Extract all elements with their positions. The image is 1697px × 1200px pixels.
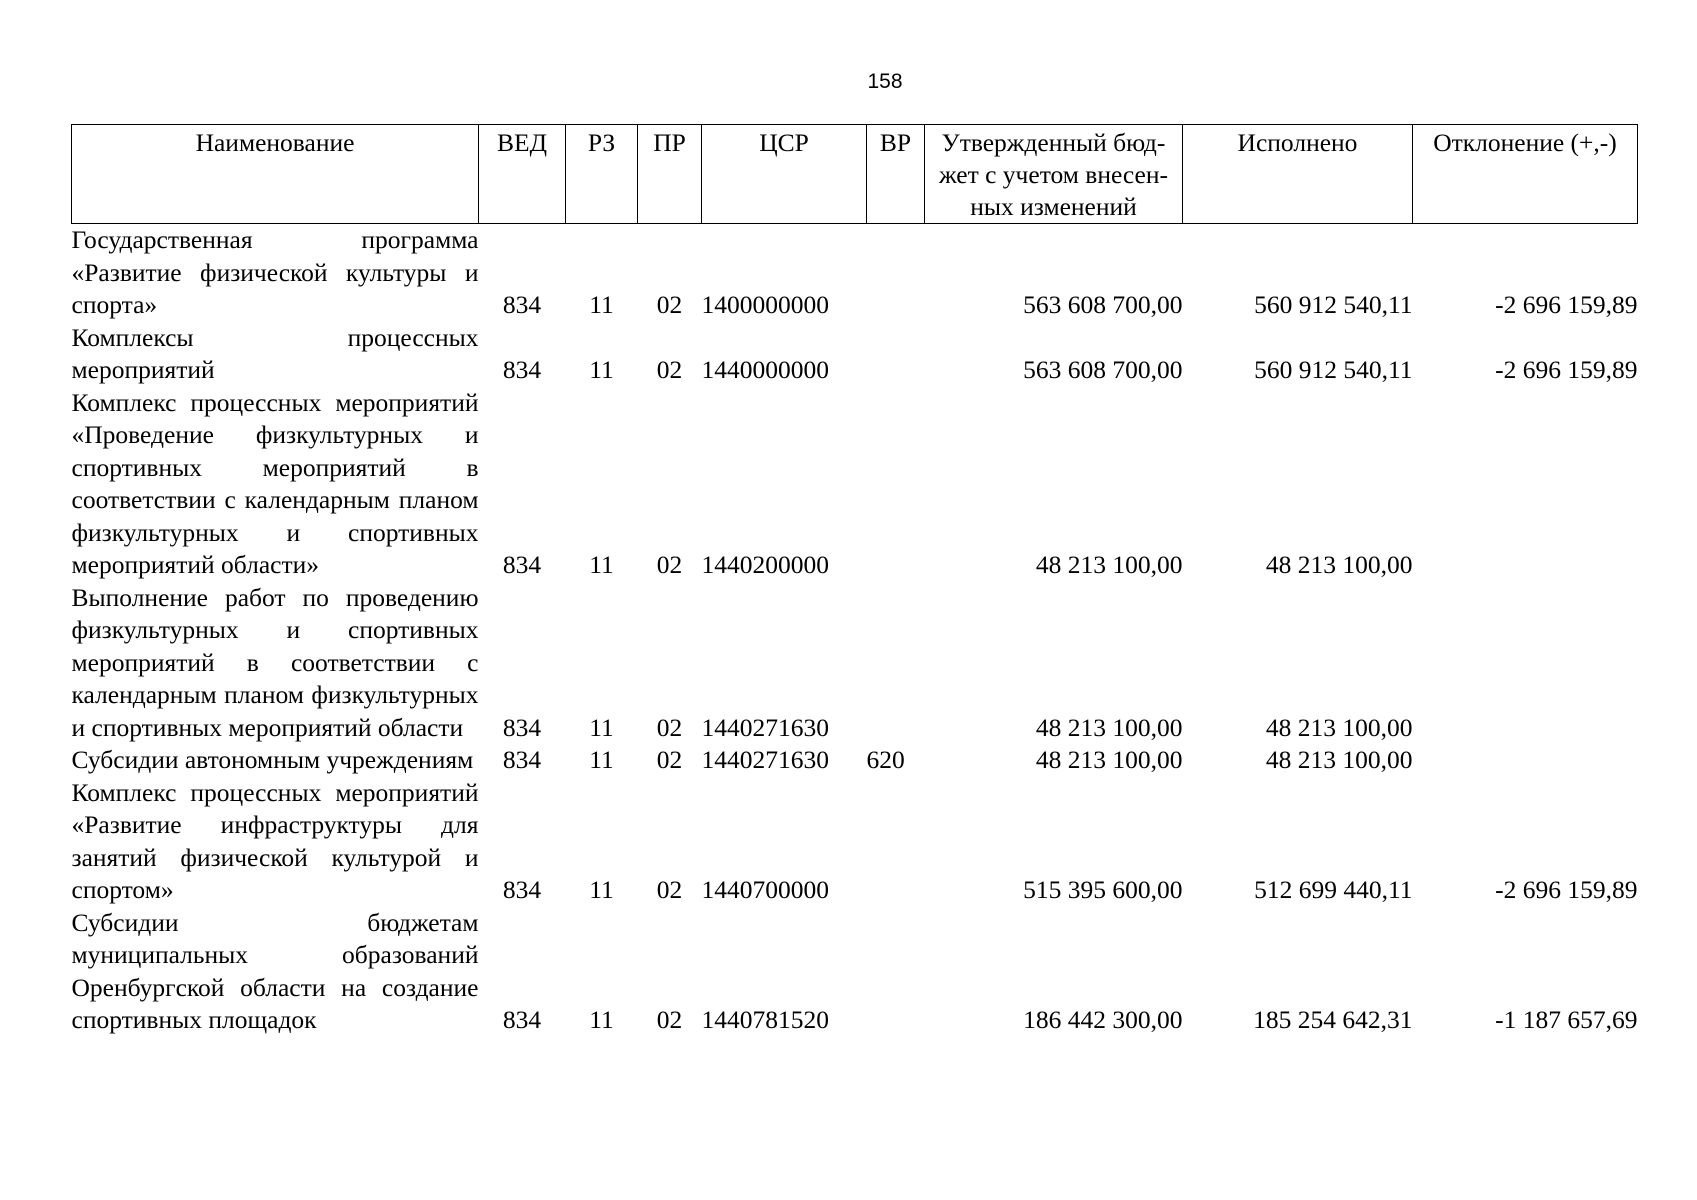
row-ved: 834 [502, 1005, 542, 1034]
row-rz: 11 [589, 290, 614, 319]
row-rz: 11 [589, 745, 614, 774]
row-pr: 02 [656, 745, 683, 774]
header-vr: ВР [867, 125, 925, 224]
row-csr: 1400000000 [701, 290, 829, 319]
row-rz: 11 [589, 875, 614, 904]
row-approved-budget: 563 608 700,00 [1023, 290, 1183, 319]
row-ved: 834 [502, 355, 542, 384]
row-pr: 02 [656, 712, 683, 742]
row-ved: 834 [502, 745, 542, 774]
row-ved: 834 [502, 875, 542, 904]
table-row [72, 582, 1638, 745]
row-rz: 11 [589, 712, 614, 742]
row-vr [867, 777, 925, 907]
row-vr: 620 [866, 745, 905, 774]
row-csr: 1440700000 [701, 875, 829, 904]
header-ved: ВЕД [479, 125, 566, 224]
row-deviation [1413, 582, 1638, 745]
row-executed: 560 912 540,11 [1254, 290, 1413, 319]
row-executed: 48 213 100,00 [1265, 745, 1413, 774]
table-row [72, 744, 1638, 777]
header-name: Наименование [72, 125, 479, 224]
row-name: Выполнение работ по проведению физкультурных и спортивных мероприятий в соответствии с календарным планом физкультурных и спортивных мероприятий области [71, 582, 479, 742]
row-csr: 1440271630 [701, 745, 829, 774]
header-csr: ЦСР [702, 125, 867, 224]
row-executed: 48 213 100,00 [1265, 712, 1413, 742]
header-approved-budget: Утвержденный бюд-жет с учетом внесен-ных изменений [925, 125, 1183, 224]
row-pr: 02 [656, 875, 683, 904]
page-number: 158 [867, 70, 903, 93]
row-approved-budget: 563 608 700,00 [1023, 355, 1183, 384]
row-rz: 11 [589, 355, 614, 384]
row-deviation: -2 696 159,89 [1495, 355, 1638, 384]
row-ved: 834 [502, 290, 542, 319]
row-ved: 834 [502, 712, 542, 742]
row-approved-budget: 186 442 300,00 [1023, 1005, 1183, 1034]
table-row [72, 387, 1638, 582]
row-name: Комплекс процессных мероприятий «Развитие инфраструктуры для занятий физической культурой и спортом» [71, 777, 479, 904]
row-executed: 560 912 540,11 [1254, 355, 1413, 384]
header-deviation: Отклонение (+,-) [1413, 125, 1638, 224]
row-deviation: -2 696 159,89 [1495, 290, 1638, 319]
budget-execution-table [71, 124, 1638, 1037]
row-rz: 11 [589, 1005, 614, 1034]
row-deviation: -1 187 657,69 [1495, 1005, 1638, 1034]
table-row [72, 322, 1638, 387]
row-deviation [1413, 387, 1638, 582]
row-approved-budget: 48 213 100,00 [1035, 712, 1183, 742]
row-vr [867, 387, 925, 582]
row-name: Субсидии бюджетам муниципальных образований Оренбургской области на создание спортивных площадок [71, 907, 479, 1034]
row-vr [867, 224, 925, 322]
row-vr [867, 322, 925, 387]
row-deviation [1413, 744, 1638, 777]
header-pr: ПР [638, 125, 702, 224]
row-name: Субсидии автономным учреждениям [71, 745, 474, 774]
row-csr: 1440781520 [701, 1005, 829, 1034]
row-name: Комплекс процессных мероприятий «Проведение физкультурных и спортивных мероприятий в соответствии с календарным планом физкультурных и спортивных мероприятий области» [71, 387, 479, 579]
table-row [72, 777, 1638, 907]
row-executed: 185 254 642,31 [1253, 1005, 1413, 1034]
row-ved: 834 [502, 550, 542, 579]
header-rz: РЗ [566, 125, 638, 224]
table-row [72, 907, 1638, 1037]
row-pr: 02 [656, 1005, 683, 1034]
header-executed: Исполнено [1183, 125, 1413, 224]
row-approved-budget: 515 395 600,00 [1023, 875, 1183, 904]
row-executed: 48 213 100,00 [1265, 550, 1413, 579]
table-row [72, 224, 1638, 322]
row-executed: 512 699 440,11 [1254, 875, 1413, 904]
table-header-row [72, 125, 1638, 224]
row-vr [867, 582, 925, 745]
row-name: Государственная программа «Развитие физической культуры и спорта» [71, 225, 479, 319]
row-vr [867, 907, 925, 1037]
row-pr: 02 [656, 290, 683, 319]
row-rz: 11 [589, 550, 614, 579]
row-csr: 1440000000 [701, 355, 829, 384]
row-approved-budget: 48 213 100,00 [1035, 745, 1183, 774]
row-csr: 1440271630 [701, 712, 829, 742]
row-csr: 1440200000 [701, 550, 829, 579]
row-name: Комплексы процессных мероприятий [71, 322, 479, 384]
row-pr: 02 [656, 550, 683, 579]
row-approved-budget: 48 213 100,00 [1035, 550, 1183, 579]
row-deviation: -2 696 159,89 [1495, 875, 1638, 904]
row-pr: 02 [656, 355, 683, 384]
